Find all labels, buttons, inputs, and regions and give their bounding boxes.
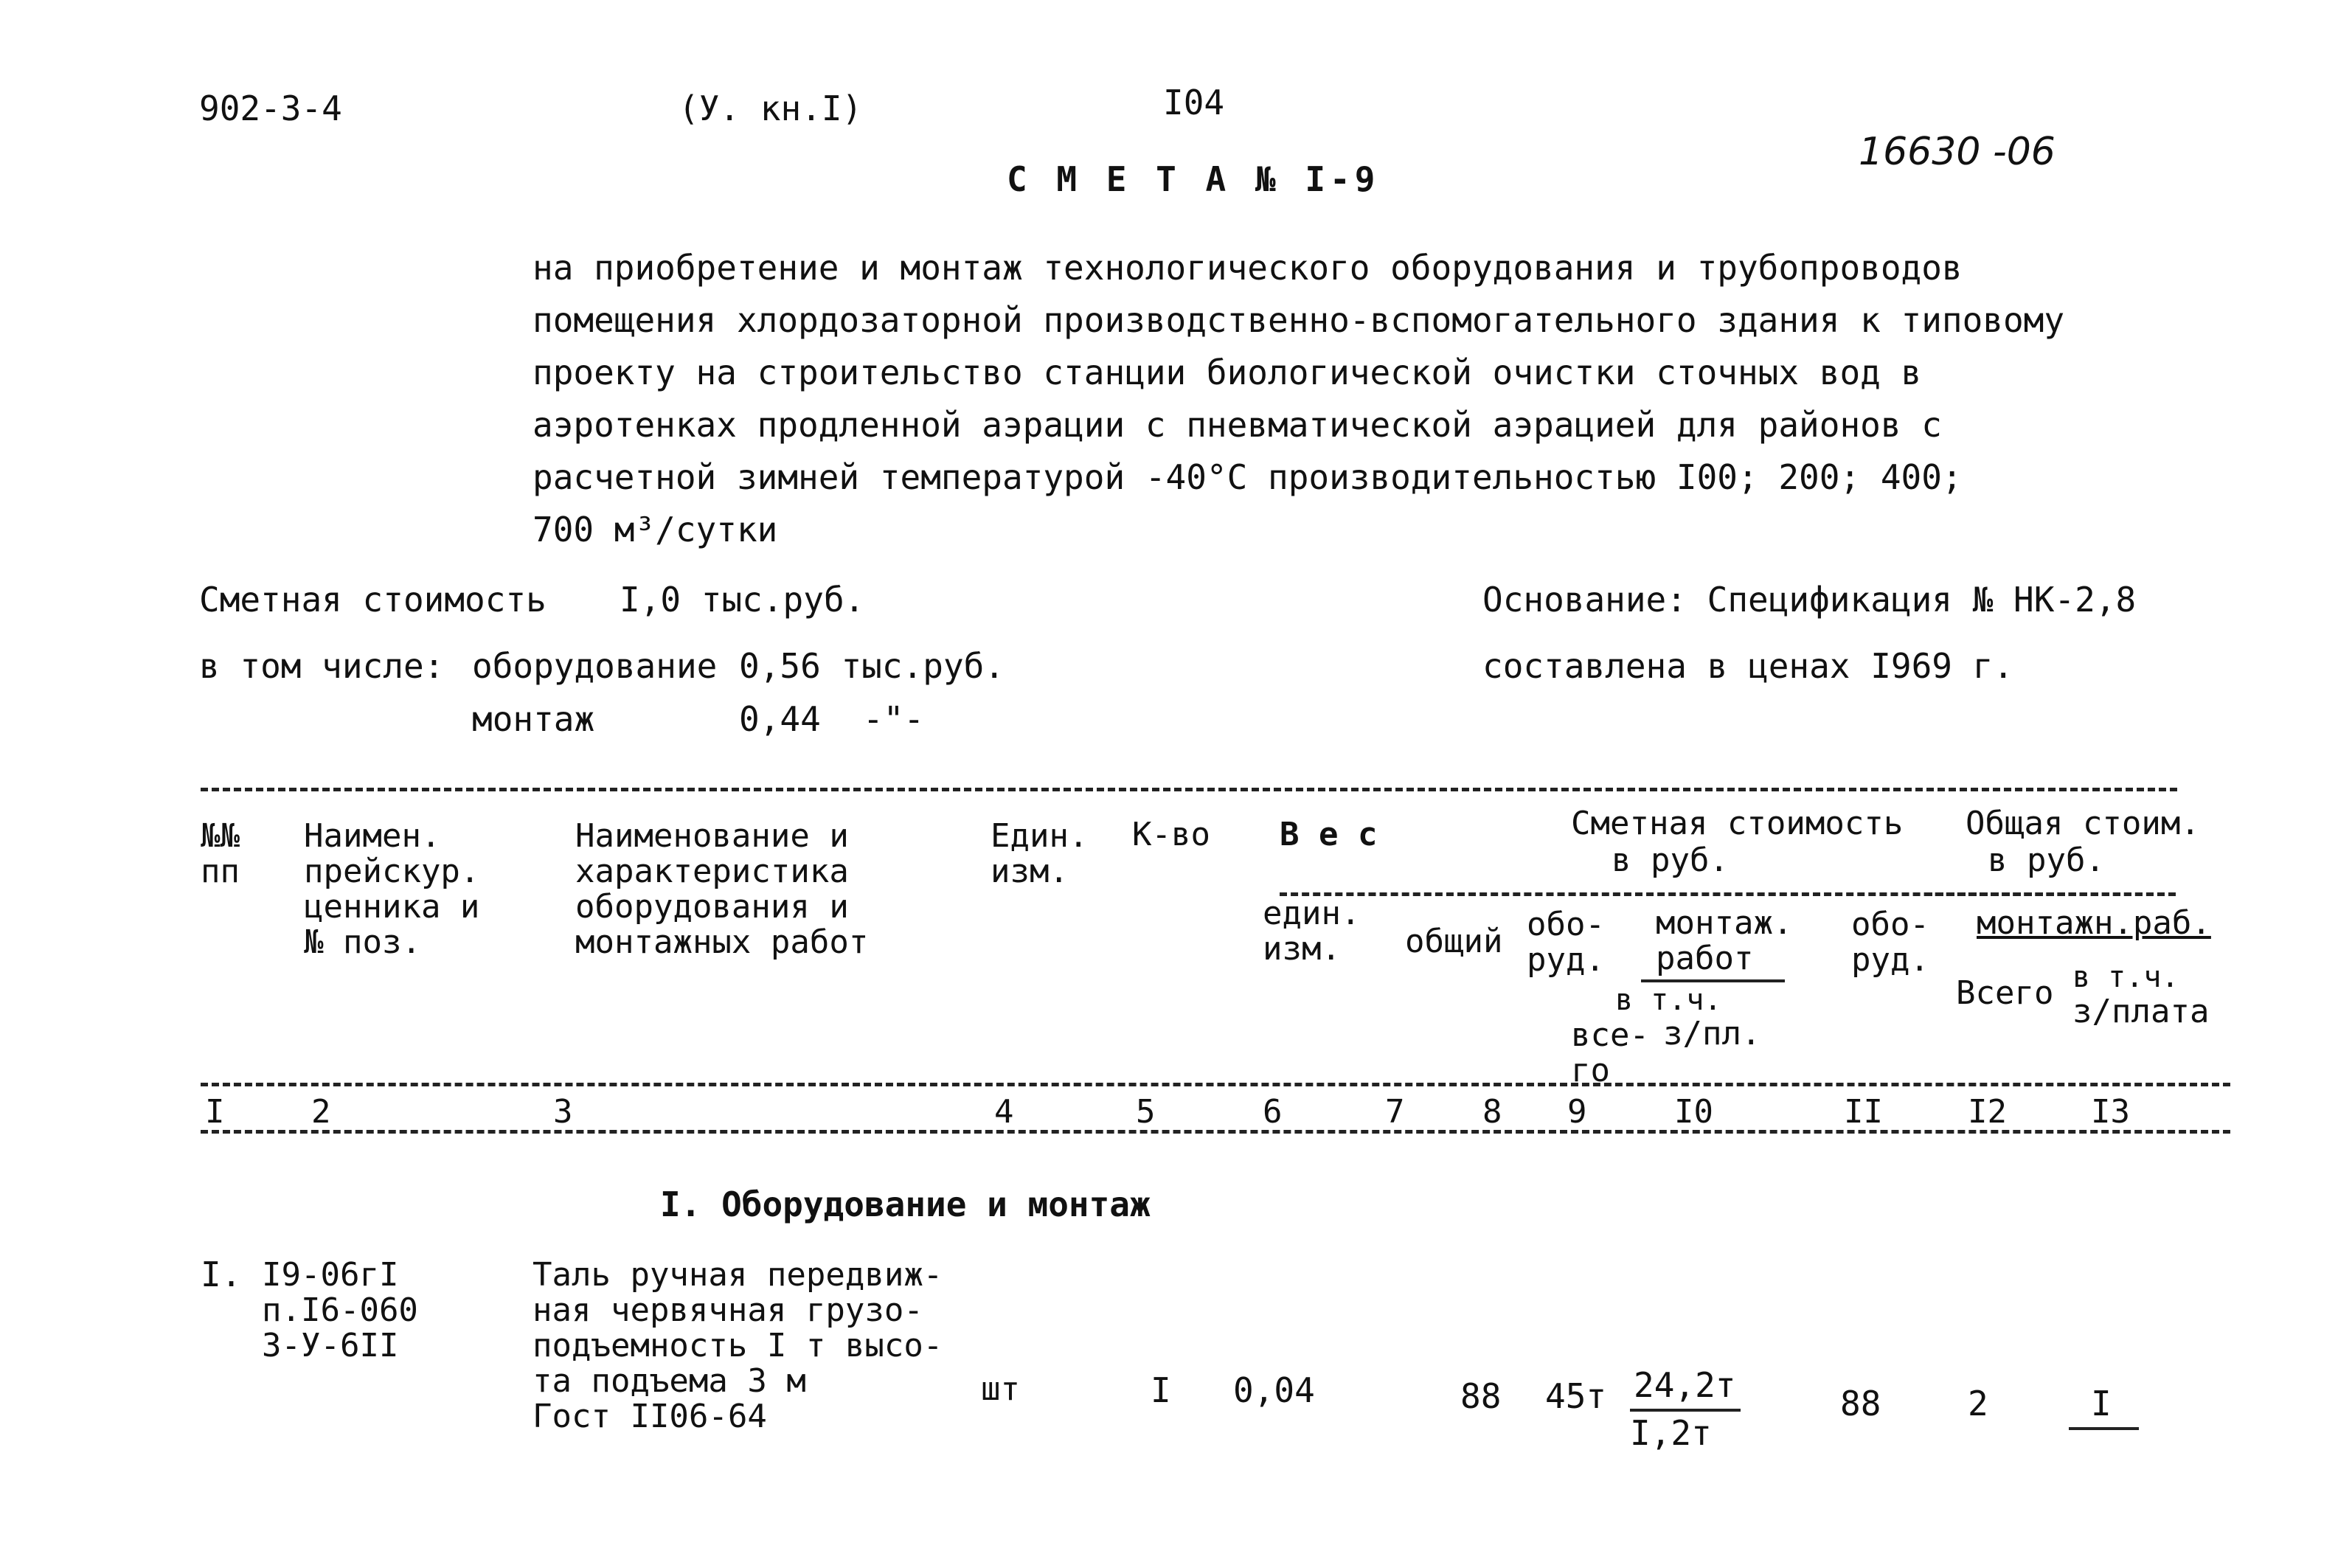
wage-total-underline: [2069, 1427, 2139, 1430]
header-estimated-cost-unit: в руб.: [1612, 842, 1729, 879]
column-number: I0: [1674, 1093, 1713, 1131]
column-number: 3: [553, 1093, 573, 1131]
install-works-underline: [1641, 979, 1785, 982]
description-line: на приобретение и монтаж технологического оборудования и трубопроводов: [533, 248, 1963, 288]
row-equipment-total: 88: [1840, 1384, 1881, 1423]
header-all: [1571, 1018, 1649, 1089]
row-line: Гост II06-64: [533, 1398, 767, 1435]
install-fraction-bar: [1630, 1409, 1741, 1412]
column-number: I: [205, 1093, 225, 1131]
header-line: руд.: [1527, 941, 1605, 979]
header-incl: в т.ч.: [1615, 983, 1722, 1017]
header-weight-unit: [1263, 896, 1360, 967]
estimated-cost-value: I,0 тыс.руб.: [620, 580, 865, 620]
header-line: обо-: [1527, 906, 1605, 943]
registry-number: 16630 -06: [1859, 130, 2056, 174]
header-quantity: К-во: [1132, 816, 1210, 853]
header-line: изм.: [991, 853, 1069, 890]
row-install-wage: I,2т: [1630, 1413, 1712, 1453]
row-install-wage-total: I: [2091, 1384, 2112, 1423]
description-line: проекту на строительство станции биологической очистки сточных вод в: [533, 353, 1922, 392]
column-number: I2: [1968, 1093, 2007, 1131]
header-incl-total: в т.ч.: [2072, 960, 2179, 994]
header-install-works-2: работ: [1656, 940, 1754, 977]
row-line: та подъема 3 м: [533, 1362, 806, 1400]
section-title: I. Оборудование и монтаж: [660, 1184, 1151, 1224]
header-col-number: [201, 819, 240, 889]
header-line: ценника и: [304, 888, 480, 926]
header-equipment: [1527, 907, 1605, 978]
row-name: [533, 1257, 943, 1435]
column-numbers-rule: [201, 1130, 2230, 1134]
header-line: руд.: [1851, 941, 1929, 979]
description-line: аэротенках продленной аэрации с пневматической аэрацией для районов с: [533, 405, 1942, 445]
row-number: I.: [201, 1255, 242, 1294]
header-line: пп: [201, 853, 240, 890]
column-number: II: [1844, 1093, 1883, 1131]
header-line: го: [1571, 1052, 1610, 1089]
page-number: I04: [1163, 83, 1225, 122]
installation-label: монтаж: [472, 699, 595, 739]
row-install-all: 2: [1968, 1384, 1988, 1423]
header-total-cost: Общая стоим.: [1966, 805, 2200, 842]
header-line: изм.: [1263, 930, 1341, 968]
row-line: I9-06гI: [262, 1256, 399, 1294]
header-install-works-total: монтажн.раб.: [1977, 904, 2211, 942]
header-line: Наименование и: [575, 817, 849, 855]
header-all-total: Всего: [1956, 974, 2054, 1012]
description-line: помещения хлордозаторной производственно-вспомогательного здания к типовому: [533, 300, 2065, 340]
description-line: 700 м³/сутки: [533, 510, 778, 549]
header-line: №№: [201, 817, 240, 855]
row-install-total: 45т: [1545, 1376, 1607, 1416]
row-equipment-cost: 88: [1460, 1376, 1502, 1416]
header-equipment-total: [1851, 907, 1929, 978]
column-number: 6: [1263, 1093, 1283, 1131]
header-line: Един.: [991, 817, 1089, 855]
row-line: п.I6-060: [262, 1291, 418, 1329]
row-line: ная червячная грузо-: [533, 1291, 923, 1329]
volume-reference: (У. кн.I): [679, 89, 863, 128]
header-total-cost-unit: в руб.: [1988, 842, 2105, 879]
header-line: характеристика: [575, 853, 849, 890]
header-bottom-rule: [201, 1083, 2230, 1086]
header-price-ref: [304, 819, 479, 960]
row-line: 3-У-6II: [262, 1327, 399, 1364]
header-line: един.: [1263, 895, 1361, 932]
description-line: расчетной зимней температурой -40°C производительностью I00; 200; 400;: [533, 457, 1963, 497]
ditto-mark: -"-: [863, 699, 925, 739]
equipment-value: 0,56 тыс.руб.: [739, 646, 1005, 686]
description: [533, 242, 2064, 556]
installation-value: 0,44: [739, 699, 821, 739]
row-price-ref: [262, 1257, 418, 1364]
header-line: Наимен.: [304, 817, 441, 855]
row-quantity: I: [1151, 1370, 1171, 1410]
row-line: Таль ручная передвиж-: [533, 1256, 943, 1294]
header-line: прейскур.: [304, 853, 480, 890]
table-top-rule: [201, 788, 2177, 791]
prices-year: составлена в ценах I969 г.: [1482, 646, 2014, 686]
header-name: [575, 819, 868, 960]
estimated-cost-label: Сметная стоимость: [199, 580, 547, 620]
header-wage: з/пл.: [1663, 1015, 1761, 1052]
equipment-label: оборудование: [472, 646, 718, 686]
header-estimated-cost: Сметная стоимость: [1571, 805, 1904, 842]
row-line: подъемность I т высо-: [533, 1327, 943, 1364]
header-wage-total: з/плата: [2072, 993, 2210, 1030]
column-number: 4: [994, 1093, 1014, 1131]
header-unit: [991, 819, 1088, 889]
row-weight-unit: 0,04: [1233, 1370, 1315, 1410]
column-number: 2: [311, 1093, 331, 1131]
total-subheader-rule: [1925, 892, 2176, 896]
header-line: монтажных работ: [575, 923, 869, 961]
document-title: С М Е Т А № I-9: [1007, 159, 1380, 199]
row-unit: шт: [981, 1370, 1020, 1408]
basis-text: Основание: Спецификация № НК-2,8: [1482, 580, 2137, 620]
doc-code: 902-3-4: [199, 89, 342, 128]
column-number: I3: [2091, 1093, 2130, 1131]
column-number: 7: [1385, 1093, 1405, 1131]
header-line: все-: [1571, 1016, 1649, 1054]
header-line: обо-: [1851, 906, 1929, 943]
header-line: оборудования и: [575, 888, 849, 926]
including-label: в том числе:: [199, 646, 445, 686]
header-install-works: монтаж.: [1656, 904, 1793, 942]
header-line: № поз.: [304, 923, 421, 961]
column-number: 5: [1136, 1093, 1156, 1131]
header-weight: В е с: [1280, 816, 1378, 853]
column-number: 8: [1482, 1093, 1502, 1131]
header-weight-total: общий: [1405, 923, 1503, 960]
column-number: 9: [1567, 1093, 1587, 1131]
row-install-works: 24,2т: [1634, 1365, 1736, 1405]
